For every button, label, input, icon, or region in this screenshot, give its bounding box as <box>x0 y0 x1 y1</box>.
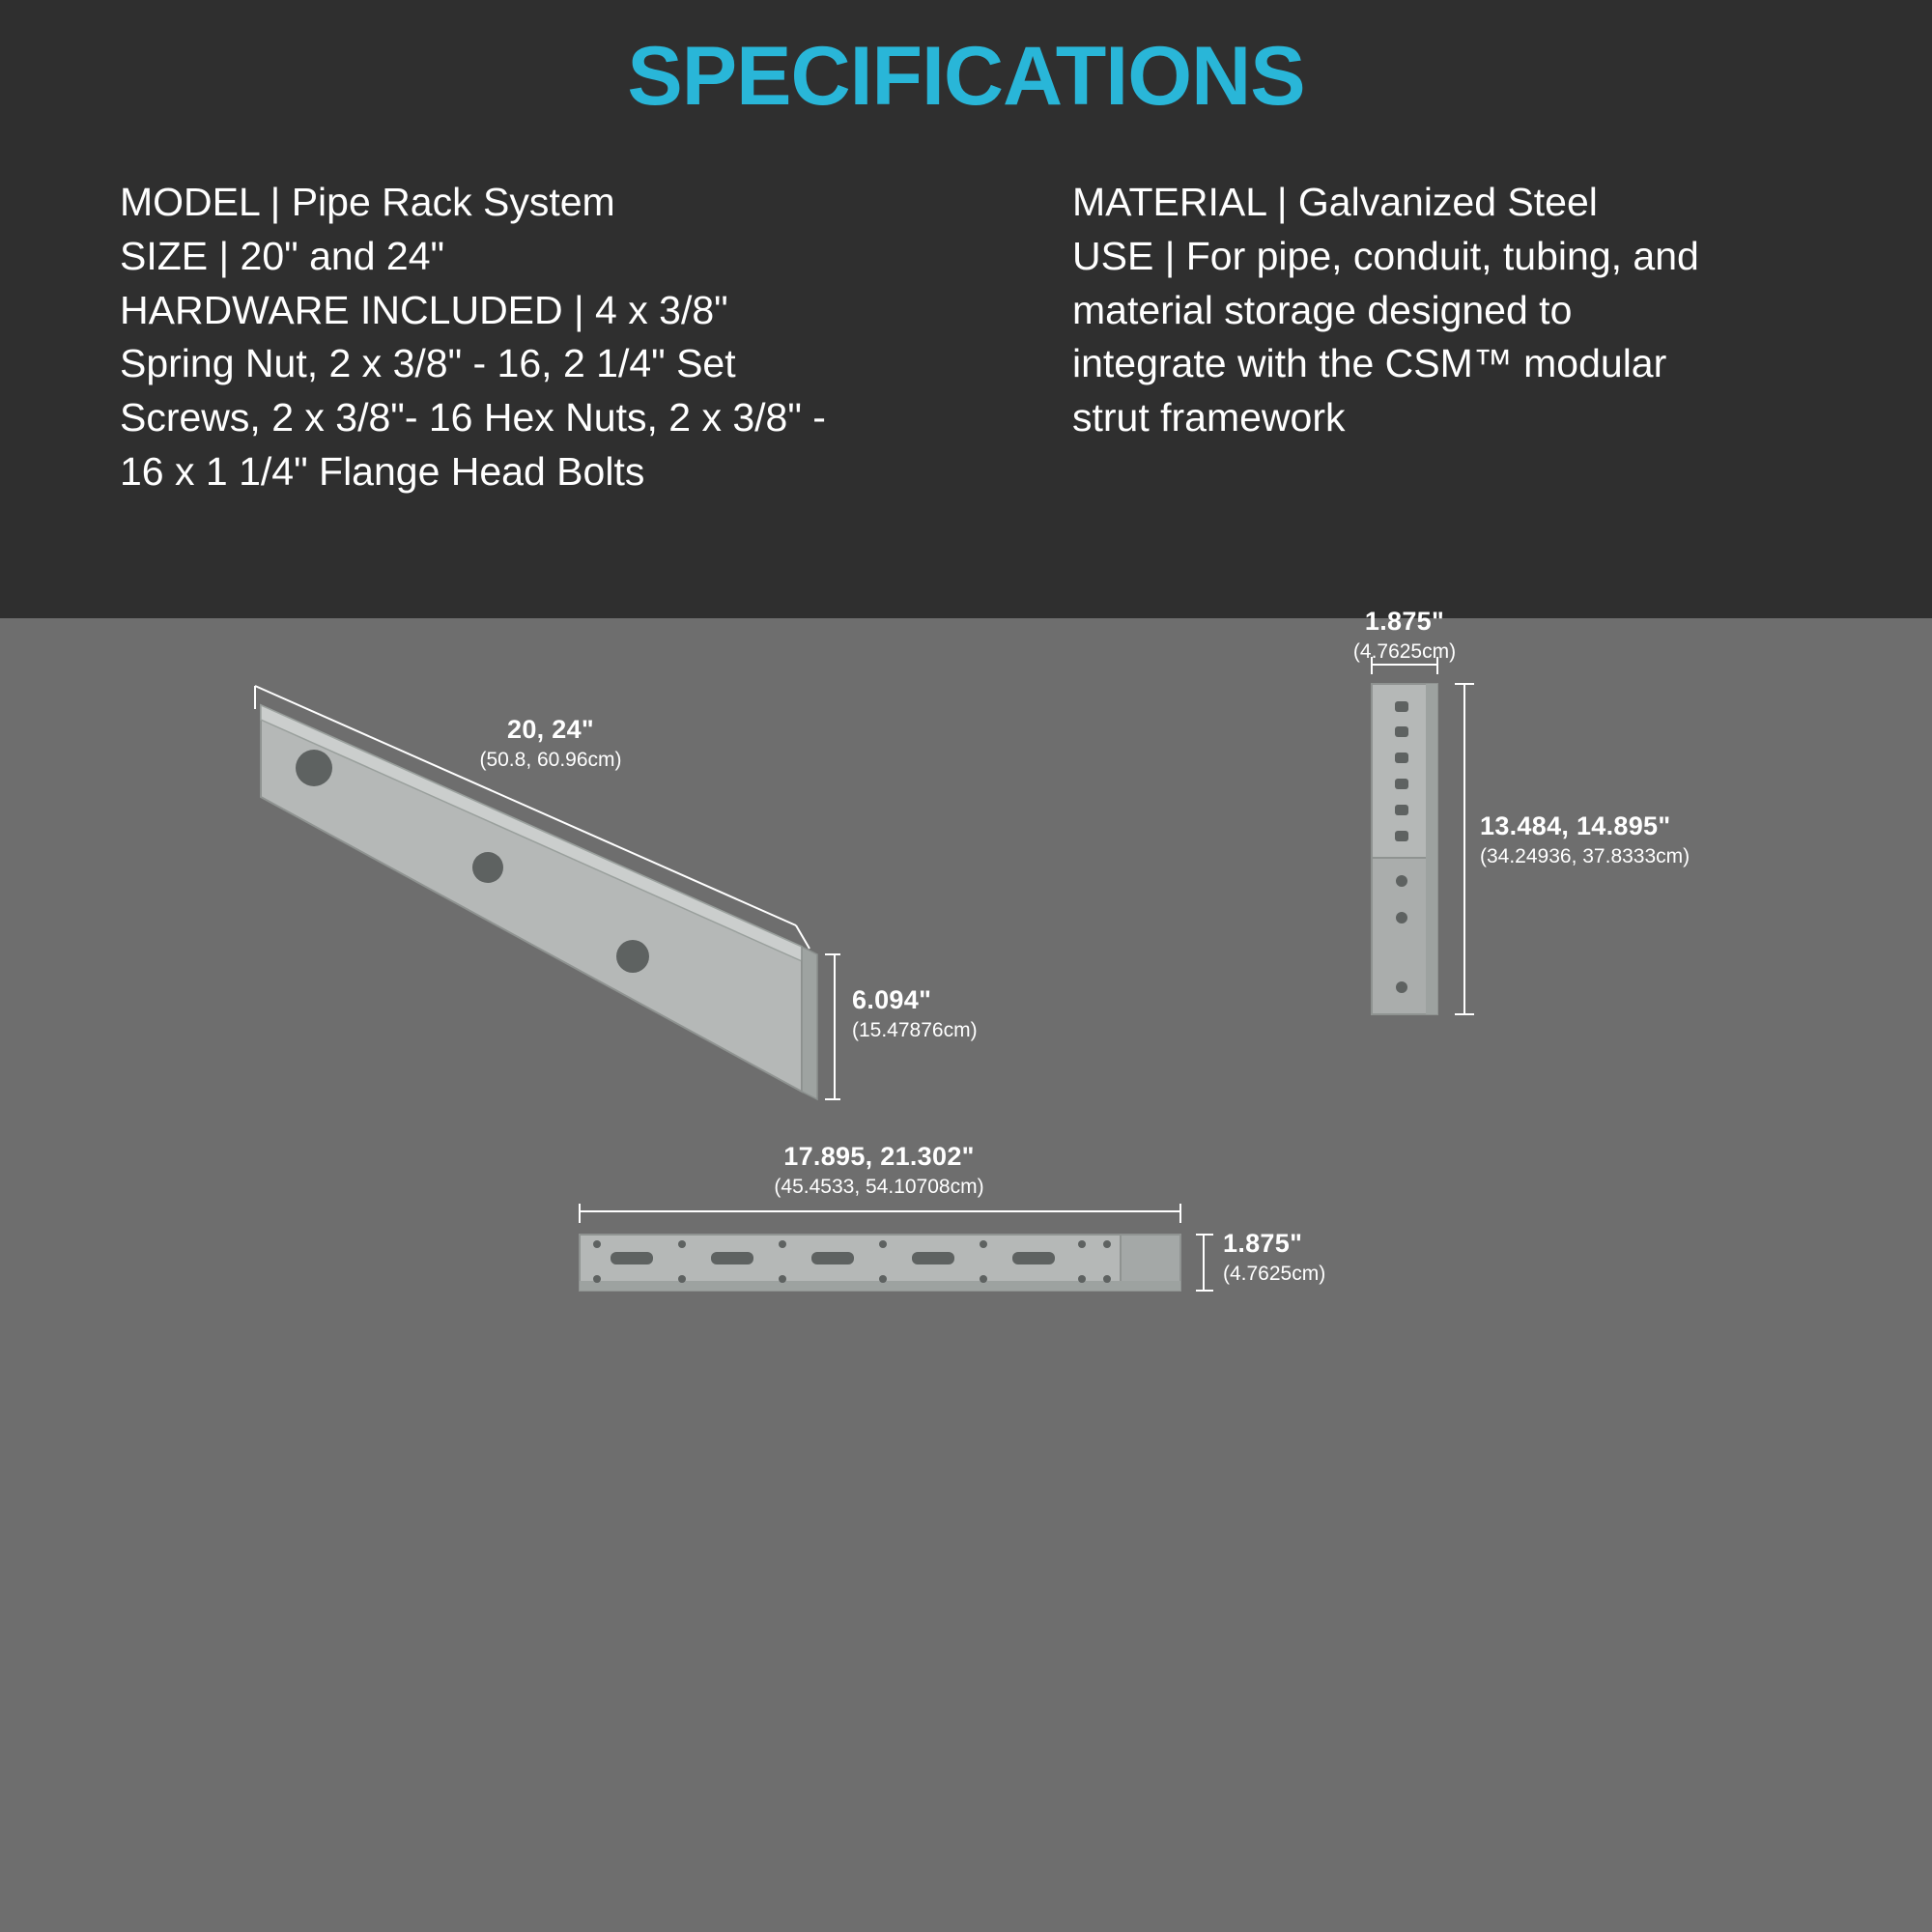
rail-hole-10 <box>980 1275 987 1283</box>
spec-line-hardware-2: Spring Nut, 2 x 3/8" - 16, 2 1/4" Set <box>120 341 736 386</box>
spec-line-hardware-4: 16 x 1 1/4" Flange Head Bolts <box>120 448 645 494</box>
spec-column-left <box>120 176 951 499</box>
rail-hole-5 <box>779 1240 786 1248</box>
spec-line-hardware-1: HARDWARE INCLUDED | 4 x 3/8" <box>120 287 728 332</box>
spec-line-use-2: material storage designed to <box>1072 287 1573 332</box>
part-angled-bracket <box>242 667 978 1121</box>
rail-slot-3 <box>811 1252 854 1264</box>
dim-angled-length: 20, 24" (50.8, 60.96cm) <box>479 715 622 771</box>
rail-hole-4 <box>678 1275 686 1283</box>
rail-slot-4 <box>912 1252 954 1264</box>
dim-angled-height: 6.094" (15.47876cm) <box>852 985 978 1041</box>
rail-hole-9 <box>980 1240 987 1248</box>
bracket-hole-3 <box>616 940 649 973</box>
post-hole-1 <box>1396 875 1407 887</box>
rail-hole-14 <box>1103 1275 1111 1283</box>
spec-line-size: SIZE | 20" and 24" <box>120 233 445 278</box>
specifications-panel <box>0 0 1932 618</box>
rail-hole-1 <box>593 1240 601 1248</box>
spec-line-use-1: USE | For pipe, conduit, tubing, and <box>1072 233 1699 278</box>
dim-vertical-height: 13.484, 14.895" (34.24936, 37.8333cm) <box>1480 811 1690 867</box>
part-vertical-post <box>1333 607 1690 1101</box>
post-slot-2 <box>1395 726 1408 737</box>
rail-hole-13 <box>1103 1240 1111 1248</box>
post-hole-3 <box>1396 981 1407 993</box>
post-slot-6 <box>1395 831 1408 841</box>
spec-line-use-3: integrate with the CSM™ modular <box>1072 341 1667 386</box>
rail-hole-2 <box>593 1275 601 1283</box>
spec-line-model: MODEL | Pipe Rack System <box>120 180 615 224</box>
rail-hole-8 <box>879 1275 887 1283</box>
post-slot-5 <box>1395 805 1408 815</box>
horizontal-rail-drawing <box>541 1179 1256 1352</box>
post-slot-4 <box>1395 779 1408 789</box>
product-diagram-area <box>0 607 1932 1932</box>
dim-vertical-width: 1.875" (4.7625cm) <box>1352 607 1457 663</box>
rail-slot-1 <box>611 1252 653 1264</box>
post-side-facet <box>1426 684 1437 1014</box>
spec-line-use-4: strut framework <box>1072 395 1346 440</box>
spec-column-right <box>1072 176 1835 445</box>
rail-hole-7 <box>879 1240 887 1248</box>
part-horizontal-rail <box>541 1142 1326 1352</box>
dim-horizontal-length: 17.895, 21.302" (45.4533, 54.10708cm) <box>774 1142 984 1198</box>
rail-slot-2 <box>711 1252 753 1264</box>
bracket-end-cap <box>802 947 817 1099</box>
rail-hole-3 <box>678 1240 686 1248</box>
bracket-hole-2 <box>472 852 503 883</box>
post-slot-3 <box>1395 753 1408 763</box>
post-hole-2 <box>1396 912 1407 923</box>
spec-line-material: MATERIAL | Galvanized Steel <box>1072 180 1598 224</box>
post-slot-1 <box>1395 701 1408 712</box>
rail-bottom-facet <box>580 1281 1180 1291</box>
rail-hole-11 <box>1078 1240 1086 1248</box>
dim-horizontal-height: 1.875" (4.7625cm) <box>1223 1229 1326 1285</box>
rail-slot-5 <box>1012 1252 1055 1264</box>
rail-hole-6 <box>779 1275 786 1283</box>
bracket-hole-1 <box>296 750 332 786</box>
spec-line-hardware-3: Screws, 2 x 3/8"- 16 Hex Nuts, 2 x 3/8" - <box>120 395 826 440</box>
page-title: SPECIFICATIONS <box>627 30 1305 123</box>
rail-hole-12 <box>1078 1275 1086 1283</box>
